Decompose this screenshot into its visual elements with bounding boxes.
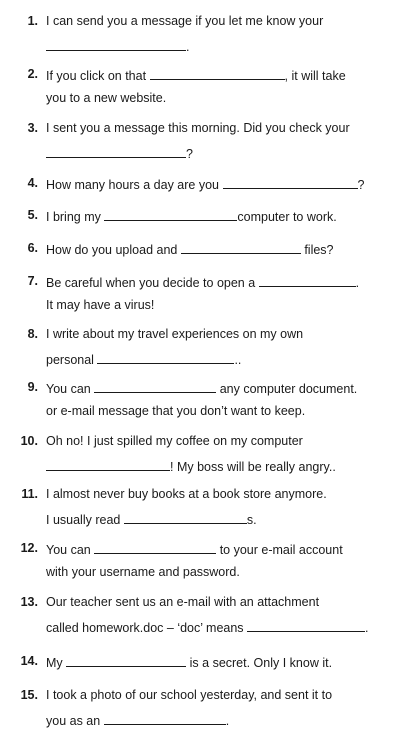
answer-blank[interactable] — [46, 145, 186, 158]
question-text-line: Our teacher sent us an e-mail with an attachment — [46, 595, 320, 609]
question-text-line: It may have a virus! — [46, 298, 155, 312]
question-number: 11. — [21, 487, 38, 501]
answer-blank[interactable] — [46, 38, 186, 51]
question-text-line: I usually read s. — [46, 513, 257, 527]
question-text-line: ? — [46, 145, 193, 162]
question-text-line: I sent you a message this morning. Did you check your — [46, 121, 350, 135]
question-text-line: I almost never buy books at a book store anymore. — [46, 487, 327, 501]
answer-blank[interactable] — [97, 351, 234, 364]
question-text-line: ! My boss will be really angry.. — [46, 458, 336, 475]
question-text-line: . — [46, 38, 189, 55]
answer-blank[interactable] — [46, 458, 170, 471]
question-text-line: How do you upload and files? — [46, 243, 334, 257]
question-number: 15. — [20, 688, 38, 702]
question-text-line: or e-mail message that you don’t want to keep. — [46, 404, 306, 418]
answer-blank[interactable] — [104, 208, 237, 221]
question-number: 9. — [27, 380, 38, 394]
question-text-line: I bring my computer to work. — [46, 210, 337, 224]
question-number: 12. — [20, 541, 38, 555]
question-number: 8. — [27, 327, 38, 341]
question-text-line: I can send you a message if you let me know your — [46, 14, 324, 28]
question-number: 6. — [27, 241, 38, 255]
question-text-line: you to a new website. — [46, 91, 167, 105]
question-text-line: If you click on that , it will take — [46, 69, 346, 83]
answer-blank[interactable] — [150, 67, 285, 80]
answer-blank[interactable] — [259, 274, 356, 287]
question-number: 2. — [27, 67, 38, 81]
question-text-line: called homework.doc – ‘doc’ means . — [46, 621, 369, 635]
question-number: 14. — [20, 654, 38, 668]
answer-blank[interactable] — [247, 619, 365, 632]
answer-blank[interactable] — [124, 511, 247, 524]
answer-blank[interactable] — [94, 380, 216, 393]
question-number: 1. — [27, 14, 38, 28]
question-text-line: Be careful when you decide to open a . — [46, 276, 360, 290]
answer-blank[interactable] — [181, 241, 301, 254]
question-text-line: personal .. — [46, 353, 242, 367]
question-number: 7. — [27, 274, 38, 288]
question-number: 4. — [27, 176, 38, 190]
question-number: 13. — [20, 595, 38, 609]
answer-blank[interactable] — [223, 176, 358, 189]
question-number: 3. — [27, 121, 38, 135]
question-text-line: My is a secret. Only I know it. — [46, 656, 333, 670]
question-text-line: How many hours a day are you ? — [46, 178, 365, 192]
question-text-line: You can any computer document. — [46, 382, 358, 396]
answer-blank[interactable] — [66, 654, 186, 667]
question-number: 10. — [20, 434, 38, 448]
question-text-line: with your username and password. — [46, 565, 240, 579]
question-text-line: I write about my travel experiences on my own — [46, 327, 304, 341]
question-number: 5. — [27, 208, 38, 222]
answer-blank[interactable] — [104, 712, 226, 725]
answer-blank[interactable] — [94, 541, 216, 554]
question-text-line: I took a photo of our school yesterday, and sent it to — [46, 688, 333, 702]
question-text-line: Oh no! I just spilled my coffee on my computer — [46, 434, 303, 448]
question-text-line: you as an . — [46, 714, 230, 728]
question-text-line: You can to your e-mail account — [46, 543, 343, 557]
